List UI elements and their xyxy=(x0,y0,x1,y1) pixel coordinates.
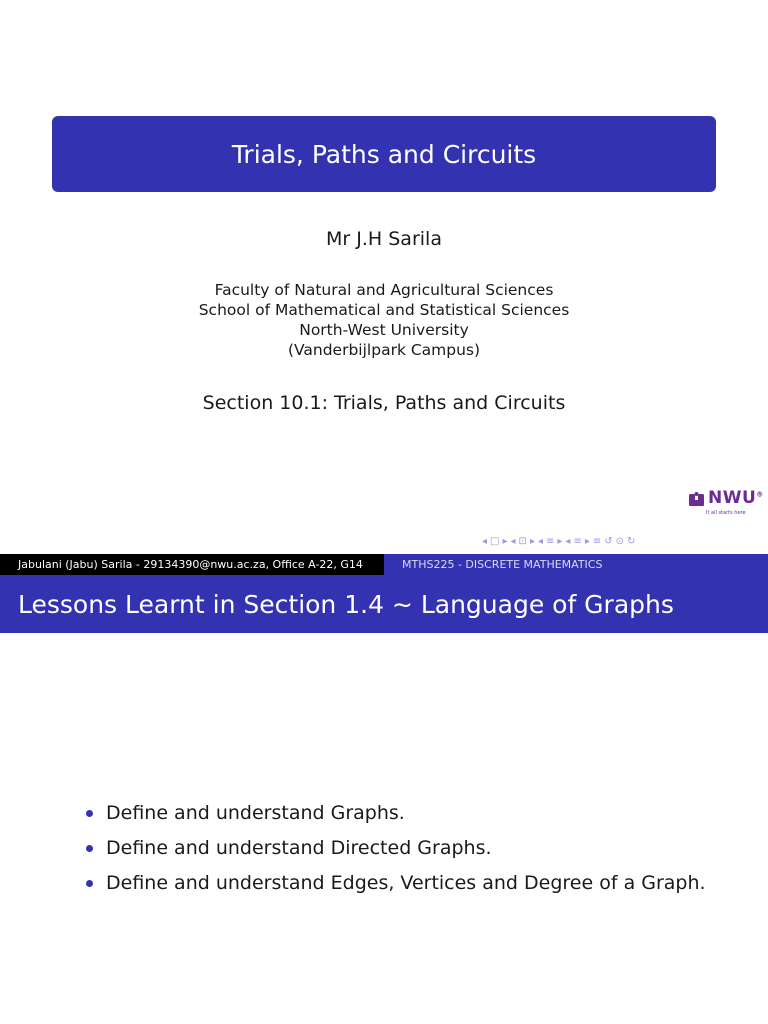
nwu-logo xyxy=(688,488,764,516)
nwu-logo-icon xyxy=(688,491,705,508)
nav-section-icon[interactable]: ≡ xyxy=(573,536,582,547)
nwu-tagline: It all starts here xyxy=(706,510,746,516)
nav-next-icon[interactable]: ▸ xyxy=(529,536,535,547)
nwu-logo-text: NWU® xyxy=(708,488,764,508)
bullet-list xyxy=(84,800,706,905)
section-subtitle: Section 10.1: Trials, Paths and Circuits xyxy=(202,392,566,414)
nav-next-icon[interactable]: ▸ xyxy=(584,536,590,547)
institute-line: Faculty of Natural and Agricultural Sciences xyxy=(214,281,554,299)
institute-line: (Vanderbijlpark Campus) xyxy=(287,341,481,359)
nav-next-icon[interactable]: ▸ xyxy=(557,536,563,547)
nav-subsection-icon[interactable]: ⊡ xyxy=(518,536,527,547)
nav-search-icon[interactable]: ⊙ xyxy=(615,536,625,547)
nav-prev-icon[interactable]: ◂ xyxy=(482,536,488,547)
frame-title-text: Lessons Learnt in Section 1.4 ∼ Language of Graphs xyxy=(18,589,674,619)
author: Mr J.H Sarila xyxy=(326,228,442,250)
list-item: Define and understand Directed Graphs. xyxy=(84,835,706,870)
nav-next-icon[interactable]: ▸ xyxy=(502,536,508,547)
institute xyxy=(0,280,768,360)
slide-title-box xyxy=(52,116,716,192)
footer-author: Jabulani (Jabu) Sarila - 29134390@nwu.ac.za, Office A-22, G14 xyxy=(0,554,384,575)
nav-back-icon[interactable]: ↺ xyxy=(604,536,613,547)
slide-title: Trials, Paths and Circuits xyxy=(231,139,537,169)
institute-line: North-West University xyxy=(299,321,469,339)
footer-course: MTHS225 - DISCRETE MATHEMATICS xyxy=(384,554,768,575)
nav-forward-icon[interactable]: ↻ xyxy=(627,536,636,547)
slide-footer xyxy=(0,554,768,575)
nav-section-icon[interactable]: ≡ xyxy=(546,536,555,547)
nav-prev-icon[interactable]: ◂ xyxy=(537,536,543,547)
nav-prev-icon[interactable]: ◂ xyxy=(565,536,571,547)
frame-title xyxy=(0,575,768,633)
beamer-nav-symbols[interactable] xyxy=(482,536,635,547)
list-item: Define and understand Graphs. xyxy=(84,800,706,835)
nav-document-icon[interactable]: ≡ xyxy=(592,536,602,547)
nav-frame-icon[interactable]: □ xyxy=(490,536,500,547)
list-item: Define and understand Edges, Vertices and Degree of a Graph. xyxy=(84,870,706,905)
nav-prev-icon[interactable]: ◂ xyxy=(510,536,516,547)
institute-line: School of Mathematical and Statistical Sciences xyxy=(198,301,570,319)
